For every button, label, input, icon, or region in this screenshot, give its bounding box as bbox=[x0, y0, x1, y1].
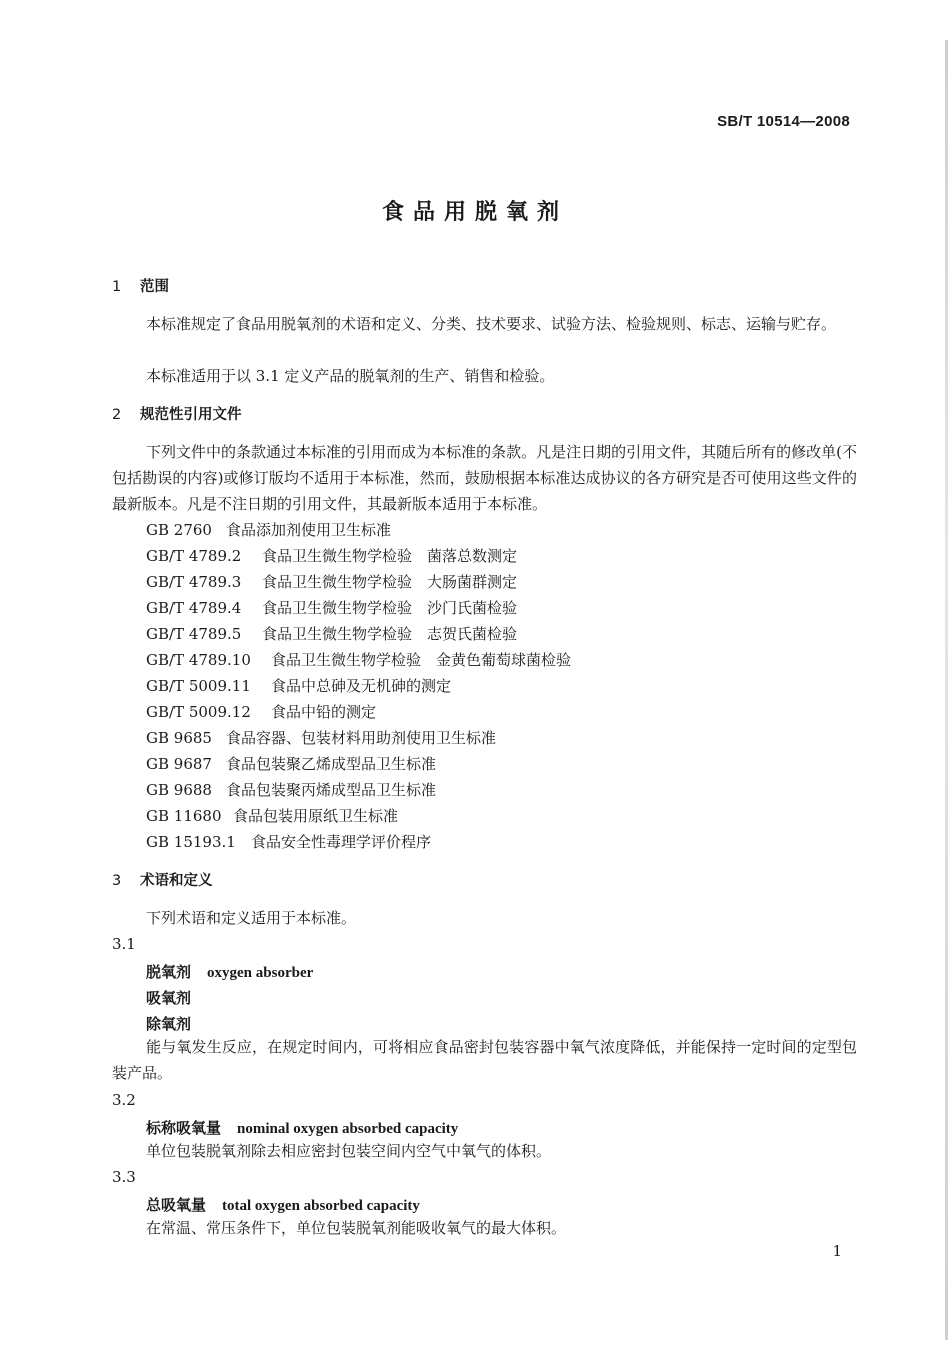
term-heading bbox=[146, 961, 313, 982]
reference-title: 食品添加剂使用卫生标准 bbox=[226, 521, 392, 539]
reference-item bbox=[146, 725, 496, 751]
term-definition bbox=[112, 1034, 857, 1086]
scan-edge bbox=[945, 40, 948, 1340]
term-synonym: 除氧剂 bbox=[146, 1015, 192, 1033]
term-synonym: 吸氧剂 bbox=[146, 989, 192, 1007]
term-definition bbox=[112, 1138, 857, 1164]
reference-item bbox=[146, 517, 391, 543]
page-number: 1 bbox=[832, 1242, 842, 1260]
reference-item bbox=[146, 595, 517, 621]
term-zh: 总吸氧量 bbox=[146, 1196, 207, 1214]
reference-item bbox=[146, 777, 436, 803]
document-code: SB/T 10514—2008 bbox=[717, 113, 850, 130]
clause-number: 3.1 bbox=[112, 935, 136, 953]
reference-title: 食品安全性毒理学评价程序 bbox=[251, 833, 432, 851]
reference-code: GB 2760 bbox=[146, 521, 212, 539]
paragraph-text: 下列文件中的条款通过本标准的引用而成为本标准的条款。凡是注日期的引用文件，其随后所有的修改单(不包括勘误的内容)或修订版均不适用于本标准，然而，鼓励根据本标准达成协议的各方研究是否可使用这些文件的最新版本。凡是不注日期的引用文件，其最新版本适用于本标准。 bbox=[112, 443, 857, 513]
term-heading bbox=[146, 1117, 458, 1138]
reference-item bbox=[146, 803, 398, 829]
reference-title: 食品卫生微生物学检验 志贺氏菌检验 bbox=[262, 625, 518, 643]
paragraph-text: 下列术语和定义适用于本标准。 bbox=[146, 909, 357, 927]
reference-code: GB/T 4789.2 bbox=[146, 547, 242, 565]
reference-title: 食品包装用原纸卫生标准 bbox=[233, 807, 399, 825]
reference-title: 食品卫生微生物学检验 金黄色葡萄球菌检验 bbox=[271, 651, 572, 669]
clause-number: 3.3 bbox=[112, 1168, 136, 1186]
term-heading bbox=[146, 1194, 420, 1215]
paragraph-text: 本标准规定了食品用脱氧剂的术语和定义、分类、技术要求、试验方法、检验规则、标志、运输与贮存。 bbox=[146, 315, 837, 333]
term-en: total oxygen absorbed capacity bbox=[222, 1198, 420, 1214]
term-zh: 脱氧剂 bbox=[146, 963, 192, 981]
reference-title: 食品卫生微生物学检验 菌落总数测定 bbox=[262, 547, 518, 565]
reference-title: 食品卫生微生物学检验 大肠菌群测定 bbox=[262, 573, 518, 591]
reference-code: GB/T 5009.11 bbox=[146, 677, 251, 695]
reference-item bbox=[146, 829, 431, 855]
paragraph bbox=[112, 311, 857, 337]
reference-code: GB/T 5009.12 bbox=[146, 703, 251, 721]
reference-code: GB 9687 bbox=[146, 755, 212, 773]
section-number: 1 bbox=[112, 279, 122, 295]
paragraph bbox=[112, 439, 857, 517]
term-zh: 标称吸氧量 bbox=[146, 1119, 222, 1137]
definition-text: 单位包装脱氧剂除去相应密封包装空间内空气中氧气的体积。 bbox=[146, 1142, 552, 1160]
definition-text: 在常温、常压条件下，单位包装脱氧剂能吸收氧气的最大体积。 bbox=[146, 1219, 567, 1237]
reference-code: GB/T 4789.10 bbox=[146, 651, 251, 669]
reference-title: 食品容器、包装材料用助剂使用卫生标准 bbox=[226, 729, 497, 747]
reference-code: GB/T 4789.3 bbox=[146, 573, 242, 591]
document-title: 食品用脱氧剂 bbox=[381, 200, 568, 225]
reference-code: GB/T 4789.4 bbox=[146, 599, 242, 617]
section-title: 术语和定义 bbox=[140, 873, 213, 889]
reference-code: GB/T 4789.5 bbox=[146, 625, 242, 643]
reference-title: 食品中总砷及无机砷的测定 bbox=[271, 677, 452, 695]
reference-item bbox=[146, 673, 451, 699]
term-en: nominal oxygen absorbed capacity bbox=[237, 1121, 459, 1137]
definition-text: 能与氧发生反应，在规定时间内，可将相应食品密封包装容器中氧气浓度降低，并能保持一定时间的定型包装产品。 bbox=[112, 1038, 857, 1082]
section-title: 规范性引用文件 bbox=[140, 407, 242, 423]
reference-item bbox=[146, 621, 517, 647]
section-number: 3 bbox=[112, 873, 122, 889]
reference-title: 食品卫生微生物学检验 沙门氏菌检验 bbox=[262, 599, 518, 617]
reference-title: 食品包装聚乙烯成型品卫生标准 bbox=[226, 755, 437, 773]
reference-item bbox=[146, 751, 436, 777]
reference-item bbox=[146, 543, 517, 569]
section-2-heading bbox=[112, 403, 242, 424]
section-number: 2 bbox=[112, 407, 122, 423]
paragraph bbox=[112, 905, 857, 931]
reference-item bbox=[146, 647, 571, 673]
reference-code: GB 15193.1 bbox=[146, 833, 236, 851]
reference-title: 食品中铅的测定 bbox=[271, 703, 377, 721]
reference-code: GB 9685 bbox=[146, 729, 212, 747]
reference-code: GB 11680 bbox=[146, 807, 222, 825]
reference-title: 食品包装聚丙烯成型品卫生标准 bbox=[226, 781, 437, 799]
reference-code: GB 9688 bbox=[146, 781, 212, 799]
term-definition bbox=[112, 1215, 857, 1241]
clause-number: 3.2 bbox=[112, 1091, 136, 1109]
section-3-heading bbox=[112, 869, 213, 890]
section-title: 范围 bbox=[140, 279, 169, 295]
paragraph bbox=[112, 363, 857, 389]
section-1-heading bbox=[112, 275, 169, 296]
reference-item bbox=[146, 569, 517, 595]
paragraph-text: 本标准适用于以 3.1 定义产品的脱氧剂的生产、销售和检验。 bbox=[146, 367, 555, 385]
reference-item bbox=[146, 699, 376, 725]
term-en: oxygen absorber bbox=[207, 965, 314, 981]
